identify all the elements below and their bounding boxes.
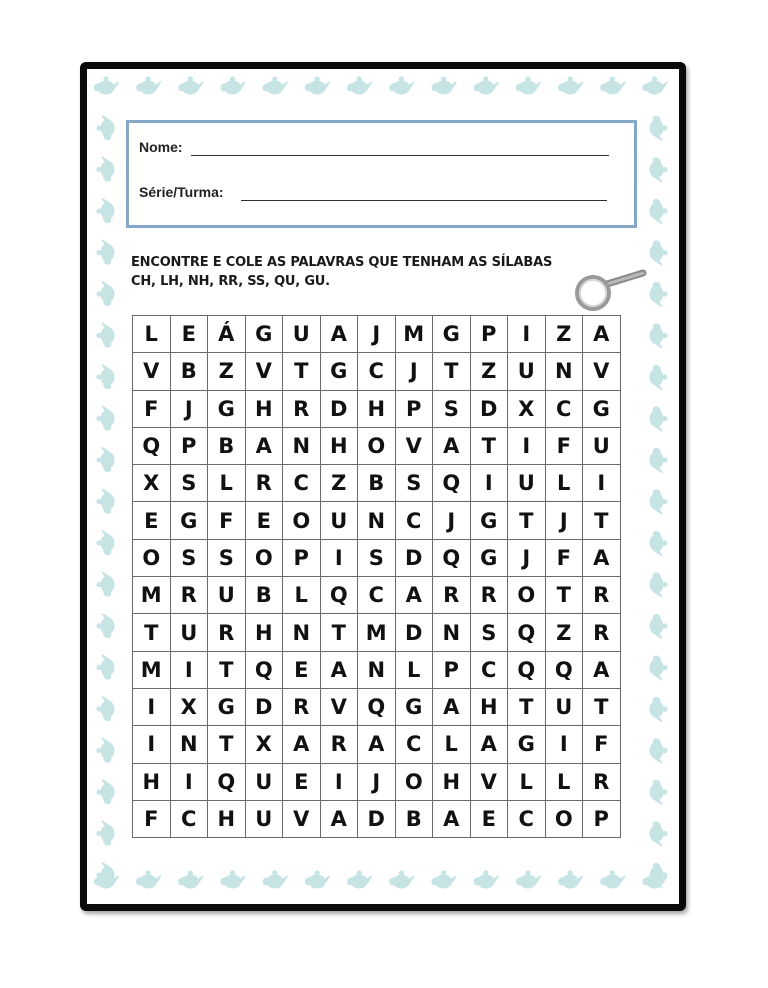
grid-cell[interactable]: R <box>583 577 621 614</box>
grid-cell[interactable]: P <box>395 390 433 427</box>
grid-cell[interactable]: V <box>470 763 508 800</box>
grid-cell[interactable]: I <box>170 651 208 688</box>
grid-cell[interactable]: Z <box>545 614 583 651</box>
grid-cell[interactable]: H <box>133 763 171 800</box>
grid-cell[interactable]: S <box>470 614 508 651</box>
grid-cell[interactable]: R <box>583 763 621 800</box>
grid-cell[interactable]: X <box>133 465 171 502</box>
grid-cell[interactable]: G <box>470 539 508 576</box>
grid-cell[interactable]: I <box>133 688 171 725</box>
grid-cell[interactable]: D <box>358 800 396 837</box>
grid-cell[interactable]: G <box>583 390 621 427</box>
grid-cell[interactable]: C <box>358 353 396 390</box>
grid-cell[interactable]: F <box>133 390 171 427</box>
grid-cell[interactable]: G <box>433 316 471 353</box>
magnifying-glass-icon <box>573 268 649 314</box>
grid-cell[interactable]: C <box>358 577 396 614</box>
grid-cell[interactable]: I <box>508 427 546 464</box>
grid-cell[interactable]: S <box>433 390 471 427</box>
grid-cell[interactable]: B <box>358 465 396 502</box>
grid-cell[interactable]: H <box>470 688 508 725</box>
grid-cell[interactable]: Q <box>245 651 283 688</box>
grid-cell[interactable]: J <box>433 502 471 539</box>
grid-cell[interactable]: N <box>433 614 471 651</box>
grid-cell[interactable]: H <box>245 614 283 651</box>
grid-cell[interactable]: U <box>170 614 208 651</box>
grid-cell[interactable]: L <box>133 316 171 353</box>
grid-cell[interactable]: U <box>508 353 546 390</box>
grid-row <box>133 614 621 651</box>
grid-cell[interactable]: O <box>508 577 546 614</box>
grid-cell[interactable]: A <box>433 688 471 725</box>
grid-cell[interactable]: I <box>545 726 583 763</box>
grid-cell[interactable]: S <box>358 539 396 576</box>
grid-cell[interactable]: L <box>208 465 246 502</box>
grid-cell[interactable]: Q <box>133 427 171 464</box>
grid-cell[interactable]: M <box>133 651 171 688</box>
grid-cell[interactable]: P <box>170 427 208 464</box>
grid-cell[interactable]: P <box>470 316 508 353</box>
grid-cell[interactable]: O <box>545 800 583 837</box>
grid-cell[interactable]: C <box>170 800 208 837</box>
grid-cell[interactable]: T <box>583 688 621 725</box>
grid-cell[interactable]: L <box>433 726 471 763</box>
grid-cell[interactable]: V <box>245 353 283 390</box>
grid-cell[interactable]: O <box>283 502 321 539</box>
grid-cell[interactable]: G <box>470 502 508 539</box>
grid-cell[interactable]: A <box>320 316 358 353</box>
grid-cell[interactable]: Q <box>508 651 546 688</box>
grid-cell[interactable]: X <box>245 726 283 763</box>
grid-cell[interactable]: J <box>508 539 546 576</box>
grid-cell[interactable]: V <box>283 800 321 837</box>
grid-cell[interactable]: R <box>208 614 246 651</box>
grid-cell[interactable]: L <box>283 577 321 614</box>
grid-cell[interactable]: E <box>170 316 208 353</box>
grid-row <box>133 465 621 502</box>
grid-row <box>133 316 621 353</box>
grid-cell[interactable]: J <box>358 763 396 800</box>
grid-cell[interactable]: H <box>208 800 246 837</box>
grid-cell[interactable]: T <box>208 726 246 763</box>
grid-cell[interactable]: R <box>320 726 358 763</box>
grid-cell[interactable]: Q <box>433 465 471 502</box>
grid-cell[interactable]: N <box>283 427 321 464</box>
grid-cell[interactable]: R <box>283 390 321 427</box>
grid-cell[interactable]: N <box>545 353 583 390</box>
grid-cell[interactable]: S <box>208 539 246 576</box>
grid-cell[interactable]: G <box>208 688 246 725</box>
grid-cell[interactable]: U <box>245 763 283 800</box>
grid-row <box>133 688 621 725</box>
grid-cell[interactable]: A <box>395 577 433 614</box>
grid-cell[interactable]: T <box>283 353 321 390</box>
grid-cell[interactable]: O <box>395 763 433 800</box>
grid-cell[interactable]: U <box>283 316 321 353</box>
grid-cell[interactable]: F <box>208 502 246 539</box>
grid-cell[interactable]: C <box>470 651 508 688</box>
name-field-line[interactable] <box>191 155 609 156</box>
grid-row <box>133 800 621 837</box>
grid-cell[interactable]: J <box>358 316 396 353</box>
grid-cell[interactable]: U <box>320 502 358 539</box>
grid-cell[interactable]: E <box>133 502 171 539</box>
grid-cell[interactable]: A <box>433 427 471 464</box>
grid-cell[interactable]: D <box>395 614 433 651</box>
grid-cell[interactable]: T <box>583 502 621 539</box>
grid-cell[interactable]: V <box>395 427 433 464</box>
grid-cell[interactable]: Z <box>320 465 358 502</box>
class-field-line[interactable] <box>241 200 607 201</box>
instruction-line-1: ENCONTRE E COLE AS PALAVRAS QUE TENHAM AS SÍLABAS <box>131 255 553 270</box>
grid-cell[interactable]: S <box>395 465 433 502</box>
grid-cell[interactable]: S <box>170 539 208 576</box>
grid-row <box>133 726 621 763</box>
class-field-label: Série/Turma: <box>139 184 224 200</box>
grid-cell[interactable]: R <box>470 577 508 614</box>
grid-row <box>133 353 621 390</box>
grid-cell[interactable]: F <box>133 800 171 837</box>
grid-cell[interactable]: M <box>133 577 171 614</box>
grid-cell[interactable]: A <box>358 726 396 763</box>
grid-row <box>133 539 621 576</box>
grid-cell[interactable]: G <box>245 316 283 353</box>
grid-cell[interactable]: U <box>583 427 621 464</box>
grid-cell[interactable]: X <box>508 390 546 427</box>
grid-cell[interactable]: Q <box>208 763 246 800</box>
grid-cell[interactable]: E <box>245 502 283 539</box>
grid-cell[interactable]: F <box>545 539 583 576</box>
grid-row <box>133 577 621 614</box>
grid-cell[interactable]: Q <box>358 688 396 725</box>
grid-cell[interactable]: P <box>283 539 321 576</box>
grid-cell[interactable]: M <box>395 316 433 353</box>
grid-cell[interactable]: R <box>583 614 621 651</box>
grid-cell[interactable]: Q <box>508 614 546 651</box>
grid-cell[interactable]: Á <box>208 316 246 353</box>
grid-cell[interactable]: A <box>283 726 321 763</box>
grid-cell[interactable]: E <box>470 800 508 837</box>
grid-cell[interactable]: F <box>545 427 583 464</box>
grid-cell[interactable]: B <box>170 353 208 390</box>
grid-cell[interactable]: J <box>395 353 433 390</box>
grid-cell[interactable]: Z <box>470 353 508 390</box>
grid-cell[interactable]: R <box>245 465 283 502</box>
grid-cell[interactable]: T <box>545 577 583 614</box>
grid-cell[interactable]: G <box>208 390 246 427</box>
grid-cell[interactable]: A <box>583 539 621 576</box>
grid-cell[interactable]: T <box>508 502 546 539</box>
instruction-text <box>131 253 601 291</box>
grid-cell[interactable]: G <box>170 502 208 539</box>
grid-row <box>133 427 621 464</box>
grid-cell[interactable]: Z <box>208 353 246 390</box>
grid-cell[interactable]: Q <box>320 577 358 614</box>
grid-cell[interactable]: T <box>208 651 246 688</box>
grid-cell[interactable]: U <box>208 577 246 614</box>
grid-cell[interactable]: G <box>508 726 546 763</box>
grid-cell[interactable]: T <box>433 353 471 390</box>
grid-cell[interactable]: E <box>283 763 321 800</box>
grid-cell[interactable]: U <box>545 688 583 725</box>
grid-cell[interactable]: A <box>320 800 358 837</box>
grid-cell[interactable]: D <box>470 390 508 427</box>
grid-row <box>133 502 621 539</box>
grid-cell[interactable]: A <box>583 651 621 688</box>
grid-cell[interactable]: U <box>508 465 546 502</box>
grid-cell[interactable]: T <box>133 614 171 651</box>
grid-cell[interactable]: H <box>433 763 471 800</box>
grid-cell[interactable]: T <box>508 688 546 725</box>
grid-cell[interactable]: B <box>245 577 283 614</box>
grid-cell[interactable]: A <box>320 651 358 688</box>
grid-cell[interactable]: A <box>245 427 283 464</box>
grid-cell[interactable]: C <box>545 390 583 427</box>
grid-cell[interactable]: R <box>433 577 471 614</box>
grid-cell[interactable]: J <box>545 502 583 539</box>
grid-cell[interactable]: L <box>545 465 583 502</box>
grid-cell[interactable]: I <box>170 763 208 800</box>
grid-cell[interactable]: I <box>583 465 621 502</box>
grid-cell[interactable]: C <box>283 465 321 502</box>
grid-cell[interactable]: G <box>395 688 433 725</box>
grid-cell[interactable]: V <box>133 353 171 390</box>
grid-cell[interactable]: D <box>395 539 433 576</box>
grid-cell[interactable]: R <box>283 688 321 725</box>
grid-cell[interactable]: H <box>320 427 358 464</box>
grid-cell[interactable]: N <box>358 651 396 688</box>
grid-cell[interactable]: H <box>245 390 283 427</box>
grid-cell[interactable]: Q <box>545 651 583 688</box>
grid-cell[interactable]: T <box>320 614 358 651</box>
grid-cell[interactable]: I <box>320 539 358 576</box>
grid-cell[interactable]: I <box>508 316 546 353</box>
grid-cell[interactable]: L <box>545 763 583 800</box>
grid-cell[interactable]: P <box>433 651 471 688</box>
grid-cell[interactable]: S <box>170 465 208 502</box>
grid-cell[interactable]: A <box>583 316 621 353</box>
grid-cell[interactable]: B <box>395 800 433 837</box>
instruction-line-2: CH, LH, NH, RR, SS, QU, GU. <box>131 274 330 289</box>
student-info-box <box>126 120 637 228</box>
grid-cell[interactable]: F <box>583 726 621 763</box>
grid-row <box>133 763 621 800</box>
grid-cell[interactable]: X <box>170 688 208 725</box>
grid-cell[interactable]: J <box>170 390 208 427</box>
grid-cell[interactable]: H <box>358 390 396 427</box>
grid-row <box>133 390 621 427</box>
grid-cell[interactable]: I <box>320 763 358 800</box>
grid-cell[interactable]: A <box>433 800 471 837</box>
grid-cell[interactable]: D <box>245 688 283 725</box>
word-search-grid <box>132 315 621 838</box>
grid-cell[interactable]: P <box>583 800 621 837</box>
grid-cell[interactable]: Z <box>545 316 583 353</box>
grid-cell[interactable]: N <box>358 502 396 539</box>
grid-cell[interactable]: V <box>583 353 621 390</box>
grid-cell[interactable]: O <box>358 427 396 464</box>
grid-cell[interactable]: C <box>508 800 546 837</box>
grid-cell[interactable]: G <box>320 353 358 390</box>
grid-cell[interactable]: B <box>208 427 246 464</box>
grid-cell[interactable]: A <box>470 726 508 763</box>
grid-cell[interactable]: C <box>395 726 433 763</box>
grid-cell[interactable]: R <box>170 577 208 614</box>
grid-cell[interactable]: E <box>283 651 321 688</box>
grid-cell[interactable]: U <box>245 800 283 837</box>
grid-cell[interactable]: L <box>395 651 433 688</box>
grid-cell[interactable]: C <box>395 502 433 539</box>
grid-cell[interactable]: T <box>470 427 508 464</box>
grid-cell[interactable]: V <box>320 688 358 725</box>
grid-row <box>133 651 621 688</box>
grid-cell[interactable]: N <box>283 614 321 651</box>
grid-cell[interactable]: L <box>508 763 546 800</box>
grid-cell[interactable]: I <box>470 465 508 502</box>
grid-cell[interactable]: I <box>133 726 171 763</box>
grid-cell[interactable]: O <box>245 539 283 576</box>
grid-cell[interactable]: O <box>133 539 171 576</box>
grid-cell[interactable]: D <box>320 390 358 427</box>
name-field-label: Nome: <box>139 139 183 155</box>
grid-cell[interactable]: N <box>170 726 208 763</box>
grid-cell[interactable]: Q <box>433 539 471 576</box>
grid-cell[interactable]: M <box>358 614 396 651</box>
